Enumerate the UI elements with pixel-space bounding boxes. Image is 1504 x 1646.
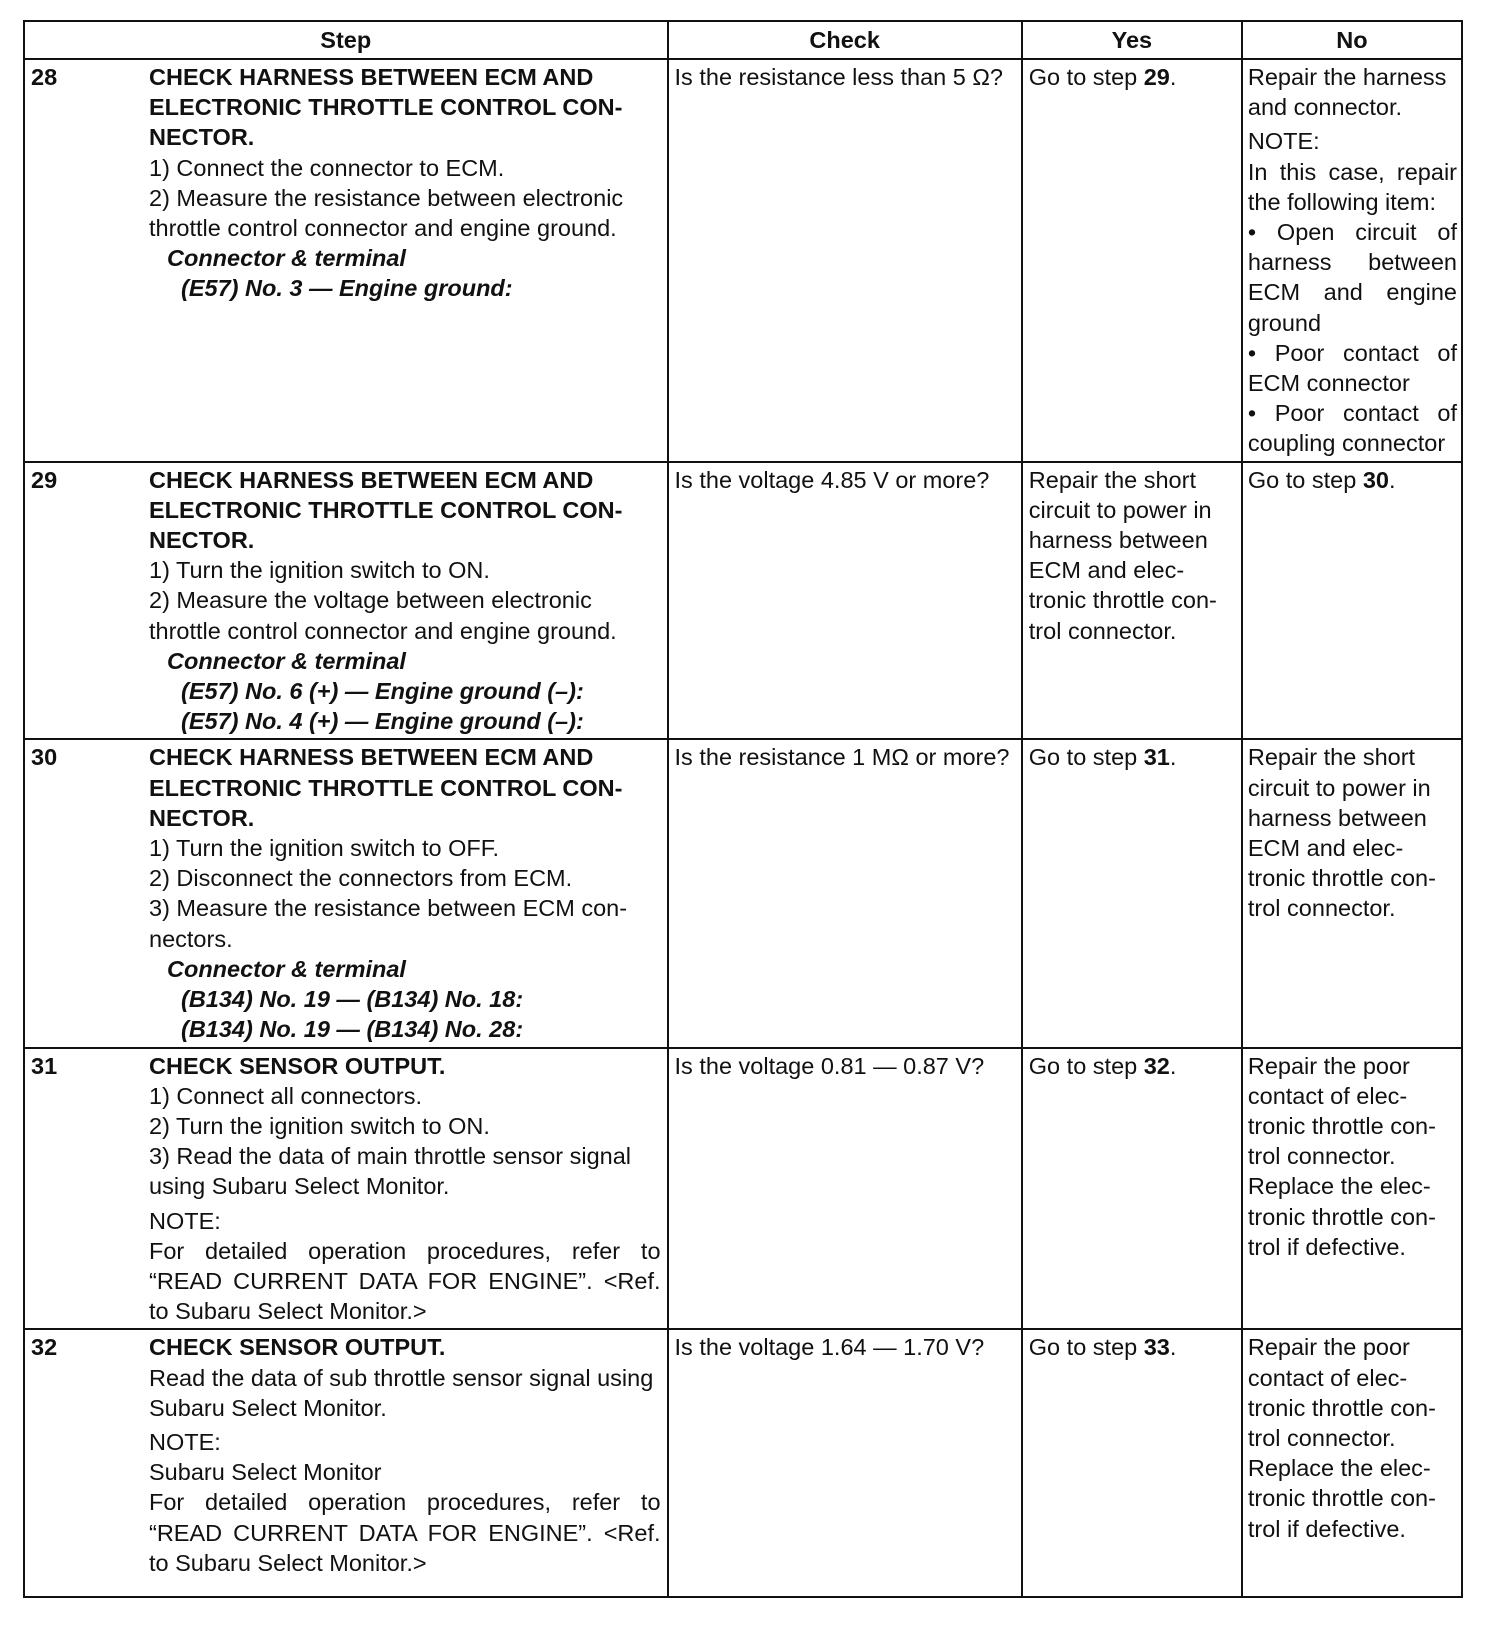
- step-title: CHECK HARNESS BETWEEN ECM AND ELECTRONIC THROTTLE CONTROL CON- NECTOR.: [149, 744, 623, 831]
- no-bullet: • Poor contact of coupling connector: [1247, 400, 1457, 457]
- no-bullet: • Open circuit of harness between ECM and engine ground: [1247, 219, 1457, 336]
- check-cell: Is the voltage 0.81 — 0.87 V?: [668, 1048, 1022, 1330]
- yes-prefix: Go to step: [1028, 1334, 1144, 1361]
- no-cell: Repair the poor contact of elec- tronic throttle con- trol connector. Replace the elec- tronic throttle con- trol if defective.: [1242, 1048, 1462, 1330]
- yes-suffix: .: [1169, 1334, 1177, 1361]
- step-number: 30: [31, 744, 58, 771]
- check-cell: Is the resistance less than 5 Ω?: [668, 59, 1022, 462]
- connector-terminal: (B134) No. 19 — (B134) No. 18:: [181, 986, 524, 1013]
- step-cell: [24, 739, 668, 1047]
- note-heading: NOTE:: [149, 1428, 221, 1455]
- step-instruction: 1) Connect all connectors.: [149, 1082, 423, 1109]
- table-row: [24, 462, 1462, 740]
- no-cell: Repair the poor contact of elec- tronic throttle con- trol connector. Replace the elec- tronic throttle con- trol if defective.: [1242, 1329, 1462, 1597]
- step-instruction: 2) Measure the resistance between electronic throttle control connector and engine ground.: [149, 184, 624, 242]
- header-no: No: [1242, 21, 1462, 59]
- no-line: Repair the harness and connector.: [1247, 64, 1447, 121]
- yes-suffix: .: [1169, 744, 1177, 771]
- step-cell: [24, 59, 668, 462]
- yes-step-link[interactable]: 32: [1143, 1052, 1170, 1079]
- yes-prefix: Go to step: [1028, 1052, 1144, 1079]
- connector-terminal: (E57) No. 3 — Engine ground:: [181, 275, 513, 302]
- step-title: CHECK HARNESS BETWEEN ECM AND ELECTRONIC THROTTLE CONTROL CON- NECTOR.: [149, 64, 623, 151]
- yes-cell: [1022, 59, 1242, 462]
- no-bullet: • Poor contact of ECM connector: [1247, 339, 1457, 397]
- connector-terminal-label: Connector & terminal: [167, 955, 406, 982]
- step-number: 32: [31, 1334, 58, 1361]
- yes-cell: [1022, 1048, 1242, 1330]
- header-check: Check: [668, 21, 1022, 59]
- yes-step-link[interactable]: 31: [1143, 744, 1170, 771]
- check-cell: Is the resistance 1 MΩ or more?: [668, 739, 1022, 1047]
- diagnostic-table-page: [23, 20, 1463, 1598]
- note-text: For detailed operation procedures, refer to “READ CURRENT DATA FOR ENGINE”. <Ref. to Subaru Select Monitor.>: [149, 1237, 661, 1325]
- step-number: 29: [31, 466, 58, 493]
- step-title: CHECK SENSOR OUTPUT.: [149, 1334, 446, 1361]
- connector-terminal-label: Connector & terminal: [167, 245, 406, 272]
- check-cell: Is the voltage 4.85 V or more?: [668, 462, 1022, 740]
- connector-terminal-label: Connector & terminal: [167, 647, 406, 674]
- note-text: For detailed operation procedures, refer to “READ CURRENT DATA FOR ENGINE”. <Ref. to Subaru Select Monitor.>: [149, 1489, 661, 1576]
- step-instruction: 1) Connect the connector to ECM.: [149, 154, 505, 181]
- step-instruction: Read the data of sub throttle sensor signal using Subaru Select Monitor.: [149, 1364, 654, 1421]
- step-instruction: 1) Turn the ignition switch to OFF.: [149, 835, 500, 862]
- yes-cell: [1022, 739, 1242, 1047]
- yes-step-link[interactable]: 33: [1143, 1334, 1170, 1361]
- connector-terminal: (E57) No. 4 (+) — Engine ground (–):: [181, 708, 584, 735]
- step-cell: [24, 462, 668, 740]
- table-row: [24, 739, 1462, 1047]
- step-instruction: 2) Disconnect the connectors from ECM.: [149, 865, 573, 892]
- connector-terminal: (B134) No. 19 — (B134) No. 28:: [181, 1016, 524, 1043]
- header-yes: Yes: [1022, 21, 1242, 59]
- connector-terminal: (E57) No. 6 (+) — Engine ground (–):: [181, 678, 584, 705]
- no-cell: [1242, 59, 1462, 462]
- yes-step-link[interactable]: 29: [1143, 64, 1170, 90]
- no-line: In this case, repair the following item:: [1247, 158, 1457, 215]
- note-heading: NOTE:: [149, 1207, 221, 1234]
- step-title: CHECK SENSOR OUTPUT.: [149, 1052, 446, 1079]
- step-number: 28: [31, 64, 58, 90]
- no-cell: Repair the short circuit to power in harness between ECM and elec- tronic throttle con- trol connector.: [1242, 739, 1462, 1047]
- step-cell: [24, 1329, 668, 1597]
- no-step-link[interactable]: 30: [1362, 466, 1389, 493]
- step-instruction: 2) Turn the ignition switch to ON.: [149, 1112, 490, 1139]
- note-line: Subaru Select Monitor: [149, 1459, 382, 1486]
- step-cell: [24, 1048, 668, 1330]
- step-instruction: 2) Measure the voltage between electronic throttle control connector and engine ground.: [149, 587, 617, 644]
- yes-cell: [1022, 1329, 1242, 1597]
- no-suffix: .: [1388, 466, 1396, 493]
- step-instruction: 3) Measure the resistance between ECM con- nectors.: [149, 895, 628, 952]
- table-row: [24, 1048, 1462, 1330]
- diagnostic-table: [23, 20, 1463, 1598]
- table-row: [24, 1329, 1462, 1597]
- table-row: [24, 59, 1462, 462]
- step-instruction: 1) Turn the ignition switch to ON.: [149, 557, 490, 584]
- no-prefix: Go to step: [1247, 466, 1363, 493]
- yes-cell: Repair the short circuit to power in harness between ECM and elec- tronic throttle con- trol connector.: [1022, 462, 1242, 740]
- yes-suffix: .: [1169, 1052, 1177, 1079]
- yes-suffix: .: [1169, 64, 1177, 90]
- no-cell: [1242, 462, 1462, 740]
- yes-prefix: Go to step: [1028, 744, 1144, 771]
- header-step: Step: [24, 21, 668, 59]
- table-header-row: [24, 21, 1462, 59]
- step-number: 31: [31, 1052, 58, 1079]
- yes-prefix: Go to step: [1028, 64, 1144, 90]
- step-title: CHECK HARNESS BETWEEN ECM AND ELECTRONIC THROTTLE CONTROL CON- NECTOR.: [149, 466, 623, 554]
- step-instruction: 3) Read the data of main throttle sensor signal using Subaru Select Monitor.: [149, 1143, 632, 1200]
- no-note-heading: NOTE:: [1247, 128, 1320, 155]
- check-cell: Is the voltage 1.64 — 1.70 V?: [668, 1329, 1022, 1597]
